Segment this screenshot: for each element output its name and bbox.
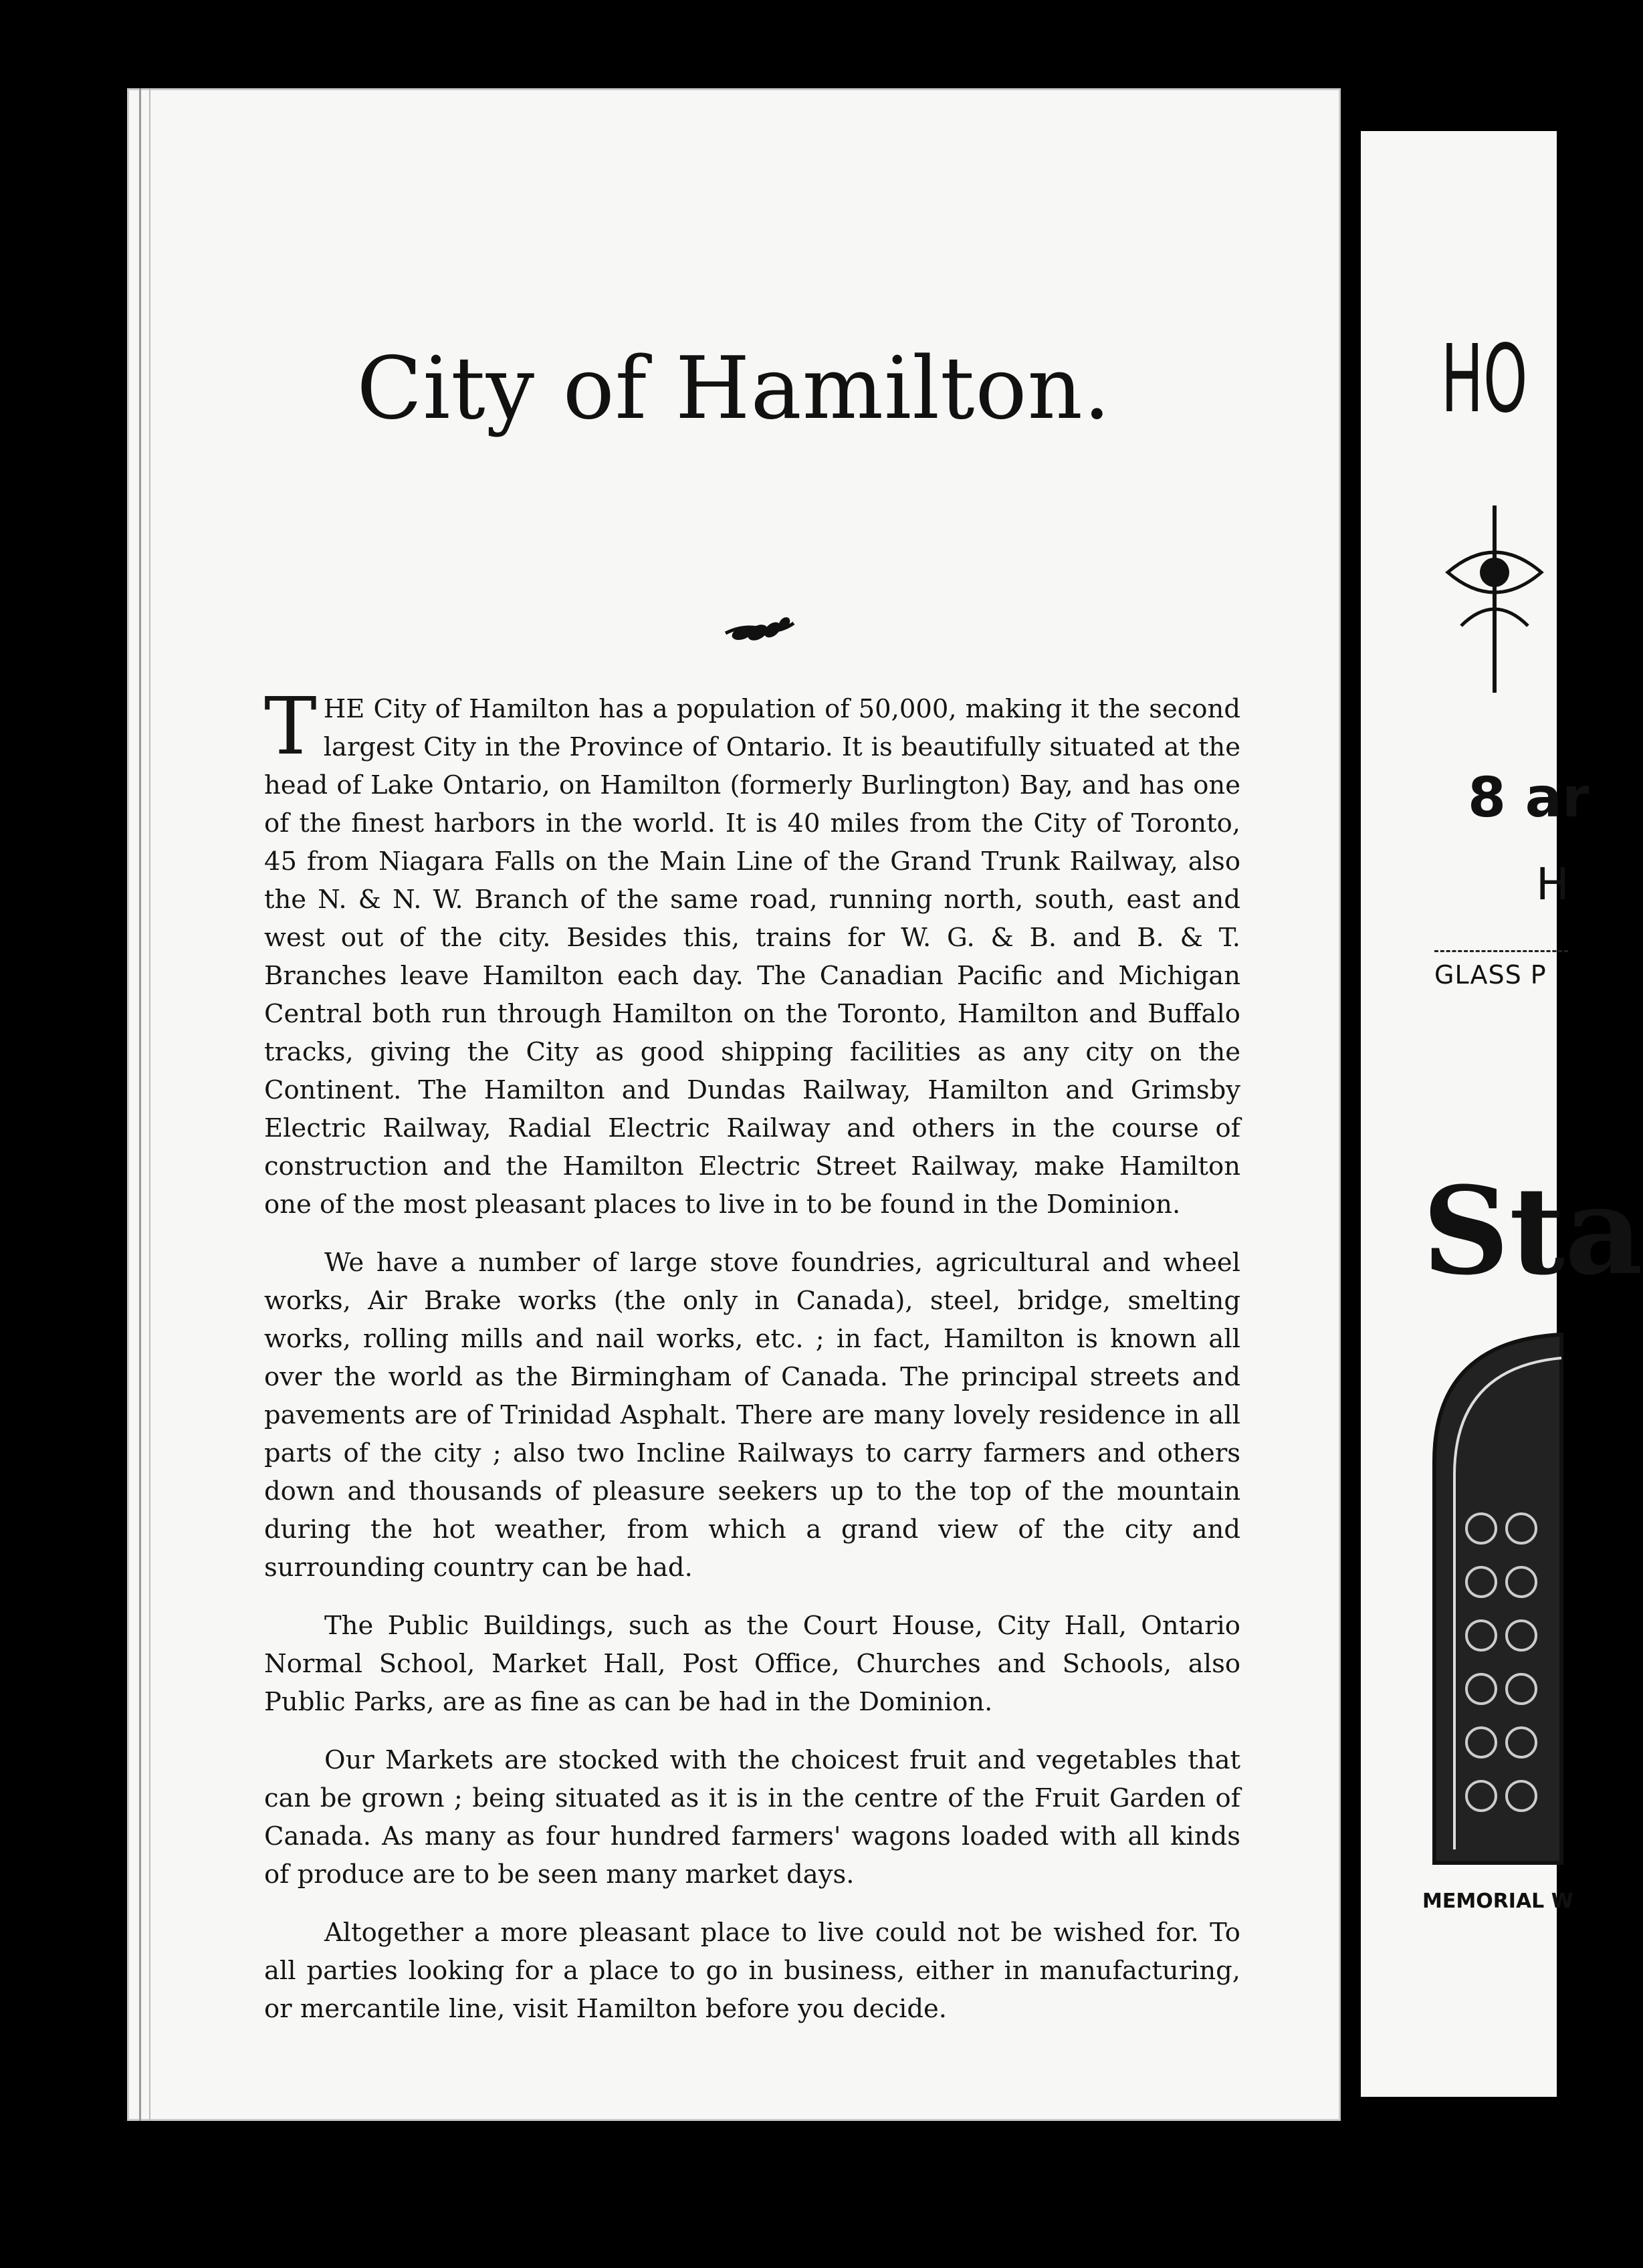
window-caption-fragment: MEMORIAL W [1422, 1890, 1573, 1913]
page-title: City of Hamilton. [356, 339, 1111, 439]
left-page [127, 88, 1341, 2121]
right-letter-fragment: H [1536, 859, 1569, 910]
paragraph-4: Our Markets are stocked with the choicest fruit and vegetables that can be grown ; being situated as it is in the centre of the Fruit Garden of Canada. As many as four hundred farmers' wagons loaded with all kinds of produce are to be seen many market days. [264, 1745, 1240, 1890]
paragraph-1-text: HE City of Hamilton has a population of 50,000, making it the second largest City in the Province of Ontario. It is beautifully situated at the head of Lake Ontario, on Hamilton (formerly Burlington) Bay, and has one of the finest harbors in the world. It is 40 miles from the City of Toronto, 45 from Niagara Falls on the Main Line of the Grand Trunk Railway, also the N. & N. W. Branch of the same road, running north, south, east and west out of the city. Besides this, trains for W. G. & B. and B. & T. Branches leave Hamilton each day. The Canadian Pacific and Michigan Central both run through Hamilton on the Toronto, Hamilton and Buffalo tracks, giving the City as good shipping facilities as any city on the Continent. The Hamilton and Dundas Railway, Hamilton and Grimsby Electric Railway, Radial Electric Railway and others in the course of construction and the Hamilton Electric Street Railway, make Hamilton one of the most pleasant places to live in to be found in the Dominion. [264, 694, 1240, 1220]
divider [1434, 950, 1568, 952]
right-page-fragment [1361, 131, 1643, 2097]
paragraph-1 [264, 680, 1240, 1224]
stained-glass-window-icon [1428, 1328, 1561, 1863]
paragraph-2: We have a number of large stove foundries, agricultural and wheel works, Air Brake works (the only in Canada), steel, bridge, smelting works, rolling mills and nail works, etc. ; in fact, Hamilton is known all over the world as the Birmingham of Canada. The principal streets and pavements are of Trinidad Asphalt. There are many lovely residence in all parts of the city ; also two Incline Railways to carry farmers and others down and thousands of pleasure seekers up to the top of the mountain during the hot weather, from which a grand view of the city and surrounding country can be had. [264, 1248, 1240, 1583]
drop-cap: T [264, 680, 317, 772]
emblem-icon [1434, 492, 1555, 706]
right-heading-fragment: HO [1441, 325, 1528, 434]
leaf-ornament-icon [719, 603, 799, 650]
paragraph-3: The Public Buildings, such as the Court House, City Hall, Ontario Normal School, Market Hall, Post Office, Churches and Schools, also Public Parks, are as fine as can be had in the Dominion. [264, 1611, 1240, 1717]
paragraph-5: Altogether a more pleasant place to live could not be wished for. To all parties looking for a place to go in business, either in manufacturing, or mercantile line, visit Hamilton before you decide. [264, 1918, 1240, 2024]
glass-fragment: GLASS P [1434, 960, 1547, 990]
sta-fragment: Sta [1422, 1161, 1643, 1302]
article-body [264, 680, 1240, 2048]
right-line-fragment: 8 ar [1468, 766, 1590, 830]
